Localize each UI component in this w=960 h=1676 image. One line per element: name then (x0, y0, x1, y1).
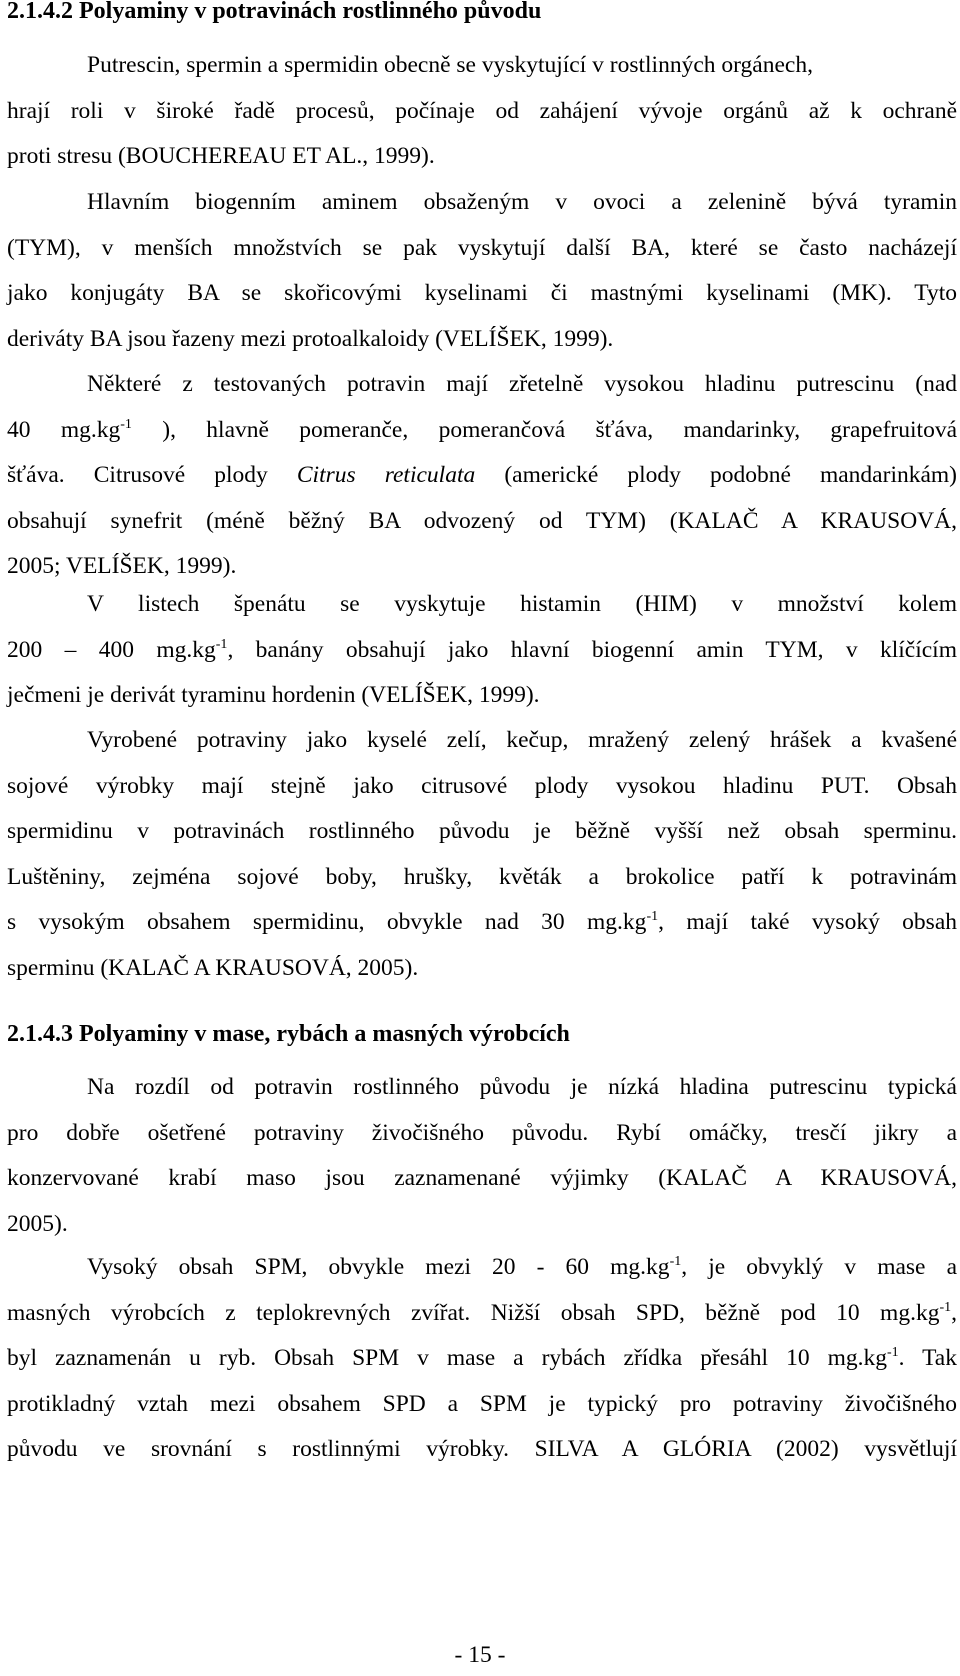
text-run: , je obvyklý v mase a (681, 1254, 957, 1280)
text-line: sperminu (KALAČ A KRAUSOVÁ, 2005). (7, 954, 419, 981)
text-line: Vyrobené potraviny jako kyselé zelí, kečup, mražený zelený hrášek a kvašené (87, 727, 957, 753)
text-line: 2005). (7, 1210, 68, 1237)
section-heading: 2.1.4.2 Polyaminy v potravinách rostlinného původu (7, 0, 542, 24)
paragraph (7, 1065, 957, 1247)
text-line: proti stresu (BOUCHEREAU ET AL., 1999). (7, 143, 435, 170)
superscript: -1 (215, 636, 228, 652)
text-line: ječmeni je derivát tyraminu hordenin (VELÍŠEK, 1999). (7, 682, 540, 709)
paragraph (7, 582, 957, 719)
text-line: spermidinu v potravinách rostlinného původu je běžně vyšší než obsah sperminu. (7, 818, 957, 845)
paragraph (7, 362, 957, 590)
text-line: (TYM), v menších množstvích se pak vyskytují další BA, které se často nacházejí (7, 234, 957, 261)
section-heading: 2.1.4.3 Polyaminy v mase, rybách a masných výrobcích (7, 1021, 570, 1047)
text-run: 40 mg.kg (7, 416, 121, 443)
text-run: masných výrobcích z teplokrevných zvířat. Nižší obsah SPD, běžně pod 10 mg.kg (7, 1299, 940, 1326)
text-line (7, 628, 957, 674)
text-run: byl zaznamenán u ryb. Obsah SPM v mase a rybách zřídka přesáhl 10 mg.kg (7, 1345, 887, 1372)
text-line: Putrescin, spermin a spermidin obecně se vyskytující v rostlinných orgánech, (87, 52, 813, 78)
text-line (7, 408, 957, 454)
text-line: protikladný vztah mezi obsahem SPD a SPM je typický pro potraviny živočišného (7, 1390, 957, 1417)
text-line: sojové výrobky mají stejně jako citrusové plody vysokou hladinu PUT. Obsah (7, 772, 957, 799)
text-line (7, 1245, 957, 1291)
text-run: , banány obsahují jako hlavní biogenní amin TYM, v klíčícím (227, 636, 957, 663)
text-run: . Tak (898, 1345, 957, 1372)
text-line (7, 1291, 957, 1337)
text-line (7, 453, 957, 499)
text-line: Hlavním biogenním aminem obsaženým v ovoci a zelenině bývá tyramin (87, 189, 957, 215)
text-line: pro dobře ošetřené potraviny živočišného původu. Rybí omáčky, tresčí jikry a (7, 1119, 957, 1146)
text-line: původu ve srovnání s rostlinnými výrobky. SILVA A GLÓRIA (2002) vysvětlují (7, 1436, 957, 1463)
species-name: Citrus reticulata (296, 462, 476, 489)
text-run: , (951, 1299, 957, 1326)
text-line: konzervované krabí maso jsou zaznamenané výjimky (KALAČ A KRAUSOVÁ, (7, 1165, 957, 1192)
text-line: jako konjugáty BA se skořicovými kyselinami či mastnými kyselinami (MK). Tyto (7, 280, 957, 307)
superscript: -1 (939, 1299, 952, 1315)
paragraph (7, 718, 957, 992)
text-line: V listech špenátu se vyskytuje histamin (HIM) v množství kolem (87, 591, 957, 617)
page-number: - 15 - (454, 1642, 506, 1668)
superscript: -1 (120, 416, 132, 432)
text-run: Vysoký obsah SPM, obvykle mezi 20 - 60 mg.kg (87, 1254, 670, 1280)
text-line: Luštěniny, zejména sojové boby, hrušky, květák a brokolice patří k potravinám (7, 863, 957, 890)
text-line (7, 900, 957, 946)
superscript: -1 (669, 1254, 682, 1269)
text-line: deriváty BA jsou řazeny mezi protoalkaloidy (VELÍŠEK, 1999). (7, 325, 614, 352)
text-line: Některé z testovaných potravin mají zřetelně vysokou hladinu putrescinu (nad (87, 371, 957, 397)
text-line: Na rozdíl od potravin rostlinného původu je nízká hladina putrescinu typická (87, 1074, 957, 1100)
text-line: obsahují synefrit (méně běžný BA odvozený od TYM) (KALAČ A KRAUSOVÁ, (7, 507, 957, 534)
text-line: hrají roli v široké řadě procesů, počínaje od zahájení vývoje orgánů až k ochraně (7, 97, 957, 124)
paragraph (7, 1245, 957, 1473)
text-run: ), hlavně pomeranče, pomerančová šťáva, mandarinky, grapefruitová (131, 416, 957, 443)
text-run: šťáva. Citrusové plody (7, 462, 297, 489)
text-run: 200 – 400 mg.kg (7, 636, 216, 663)
text-run: , mají také vysoký obsah (658, 909, 957, 936)
paragraph (7, 180, 957, 362)
superscript: -1 (646, 909, 659, 925)
text-run: (americké plody podobné mandarinkám) (475, 462, 958, 489)
text-line: 2005; VELÍŠEK, 1999). (7, 553, 237, 580)
text-run: s vysokým obsahem spermidinu, obvykle nad 30 mg.kg (7, 909, 647, 936)
text-line (7, 1336, 957, 1382)
superscript: -1 (886, 1345, 899, 1361)
paragraph (7, 43, 957, 180)
